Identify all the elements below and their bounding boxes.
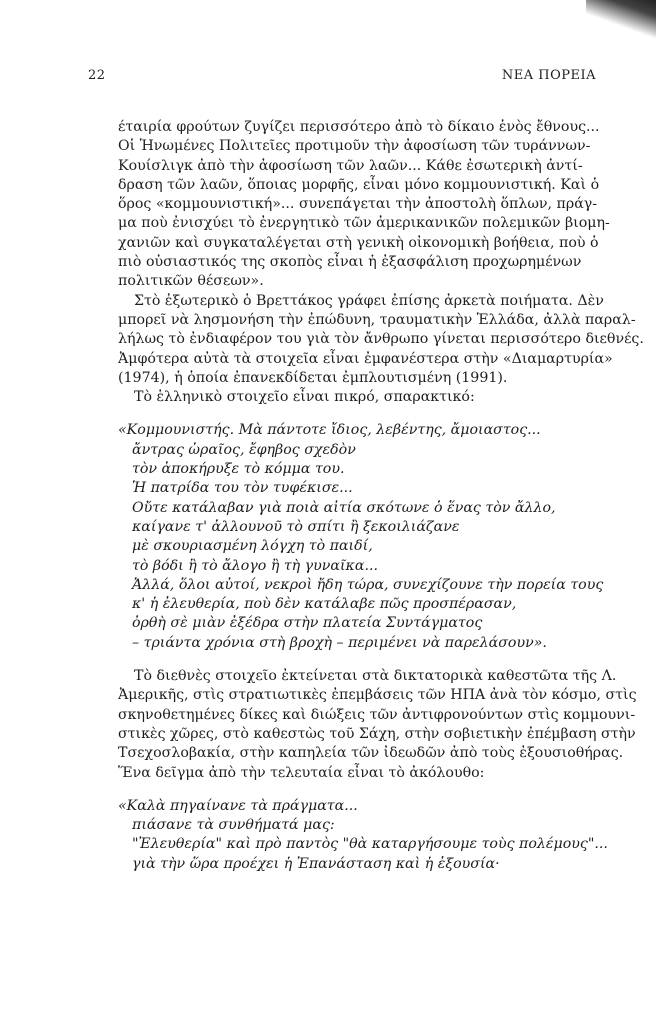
page-corner-shadow (586, 0, 656, 40)
poem-line: Ἡ πατρίδα του τὸν τυφέκισε... (132, 480, 353, 497)
text-line: Κουίσλιγκ ἀπὸ τὴν ἀφοσίωση τῶν λαῶν... Κάθε ἐσωτερικὴ ἀντί- (118, 157, 583, 174)
text-line: Ἀμφότερα αὐτὰ τὰ στοιχεῖα εἶναι ἐμφανέστερα στὴν «Διαμαρτυρία» (118, 350, 613, 367)
paragraph-1 (118, 118, 610, 292)
paragraph-2 (118, 292, 644, 388)
text-line: στικὲς χῶρες, στὸ καθεστὼς τοῦ Σάχη, στὴν σοβιετικὴν ἐπέμβαση στὴν (118, 725, 636, 742)
poem-line: Ἀλλά, ὅλοι αὐτοί, νεκροὶ ἤδη τώρα, συνεχίζουνε τὴν πορεία τους (132, 576, 604, 593)
page-header (88, 68, 596, 88)
poem-line: κ' ἡ ἐλευθερία, ποὺ δὲν κατάλαβε πῶς προσπέρασαν, (132, 596, 517, 613)
paragraph-4 (118, 667, 637, 783)
poem-line: πιάσανε τὰ συνθήματά μας: (132, 817, 335, 834)
body-text (118, 118, 644, 874)
poem-line: Οὔτε κατάλαβαν γιὰ ποιὰ αἰτία σκότωνε ὁ ἕνας τὸν ἄλλο, (132, 499, 556, 516)
running-head: ΝΕΑ ΠΟΡΕΙΑ (501, 68, 596, 83)
text-line: σκηνοθετημένες δίκες καὶ διώξεις τῶν ἀντιφρονούντων στὶς κομμουνι- (118, 706, 636, 723)
poem-line: μὲ σκουριασμένη λόγχη τὸ παιδί, (132, 538, 373, 555)
text-line: έταιρία φρούτων ζυγίζει περισσότερο ἀπὸ τὸ δίκαιο ἑνὸς ἔθνους... (118, 119, 600, 135)
text-line: Οἱ Ἡνωμένες Πολιτεῖες προτιμοῦν τὴν ἀφοσίωση τῶν τυράννων- (118, 138, 591, 155)
poem-line: τὸν ἀποκήρυξε τὸ κόμμα του. (132, 461, 345, 478)
text-line: χανιῶν καὶ συγκαταλέγεται στὴ γενικὴ οἰκονομικὴ βοήθεια, ποὺ ὁ (118, 234, 599, 251)
text-line: Στὸ ἐξωτερικὸ ὁ Βρεττάκος γράφει ἐπίσης ἀρκετὰ ποιήματα. Δὲν (134, 292, 604, 309)
text-line: μπορεῖ νὰ λησμονήση τὴν ἐπώδυνη, τραυματικὴν Ἑλλάδα, ἀλλὰ παραλ- (118, 311, 636, 328)
page-number: 22 (88, 68, 106, 83)
text-line: ὅρος «κομμουνιστική»... συνεπάγεται τὴν ἀποστολὴ ὅπλων, πράγ- (118, 196, 598, 213)
paragraph-3 (118, 388, 570, 407)
poem-line: ἄντρας ὡραῖος, ἔφηβος σχεδὸν (132, 441, 356, 458)
text-line: μα ποὺ ἐνισχύει τὸ ἐνεργητικὸ τῶν ἀμερικανικῶν πολεμικῶν βιομη- (118, 215, 610, 232)
text-line: Ἕνα δεῖγμα ἀπὸ τὴν τελευταία εἶναι τὸ ἀκόλουθο: (118, 764, 485, 781)
text-line: λήλως τὸ ἐνδιαφέρον του γιὰ τὸν ἄνθρωπο γίνεται περισσότερο διεθνές. (118, 331, 644, 348)
text-line: πολιτικῶν θέσεων». (118, 273, 264, 290)
poem-line: ὀρθὴ σὲ μιὰν ἐξέδρα στὴν πλατεία Συντάγματος (132, 615, 483, 632)
poem-line: «Καλὰ πηγαίνανε τὰ πράγματα... (118, 797, 358, 814)
text-line: Ἀμερικῆς, στὶς στρατιωτικὲς ἐπεμβάσεις τῶν ΗΠΑ ἀνὰ τὸν κόσμο, στὶς (118, 687, 637, 704)
poem-line: – τριάντα χρόνια στὴ βροχὴ – περιμένει νὰ παρελάσουν». (132, 634, 547, 651)
text-line: Τὸ ἑλληνικὸ στοιχεῖο εἶναι πικρό, σπαρακτικό: (134, 389, 475, 406)
poem-line: καίγανε τ' ἀλλουνοῦ τὸ σπίτι ἢ ξεκοιλιάζανε (132, 518, 460, 535)
text-line: Τὸ διεθνὲς στοιχεῖο ἐκτείνεται στὰ δικτατορικὰ καθεστῶτα τῆς Λ. (134, 668, 617, 685)
poem-line: "Ἐλευθερία" καὶ πρὸ παντὸς "θὰ καταργήσουμε τοὺς πολέμους"... (132, 836, 608, 853)
poem-quote-1 (118, 421, 604, 653)
text-line: Τσεχοσλοβακία, στὴν καπηλεία τῶν ἰδεωδῶν ἀπὸ τοὺς ἐξουσιοθήρας. (118, 745, 624, 762)
text-line: (1974), ἡ ὁποία ἐπανεκδίδεται ἐμπλουτισμένη (1991). (118, 369, 508, 386)
poem-line: «Κομμουνιστής. Μὰ πάντοτε ἴδιος, λεβέντης, ἄμοιαστος... (118, 422, 541, 439)
text-line: δραση τῶν λαῶν, ὅποιας μορφῆς, εἶναι μόνο κομμουνιστική. Καὶ ὁ (118, 176, 600, 193)
poem-line: γιὰ τὴν ὥρα προέχει ἡ Ἐπανάσταση καὶ ἡ ἐξουσία· (132, 855, 500, 872)
text-line: πιὸ οὐσιαστικός της σκοπὸς εἶναι ἡ ἐξασφάλιση προχωρημένων (118, 254, 582, 271)
poem-quote-2 (118, 797, 608, 874)
poem-line: τὸ βόδι ἢ τὸ ἄλογο ἢ τὴ γυναῖκα... (132, 557, 378, 574)
